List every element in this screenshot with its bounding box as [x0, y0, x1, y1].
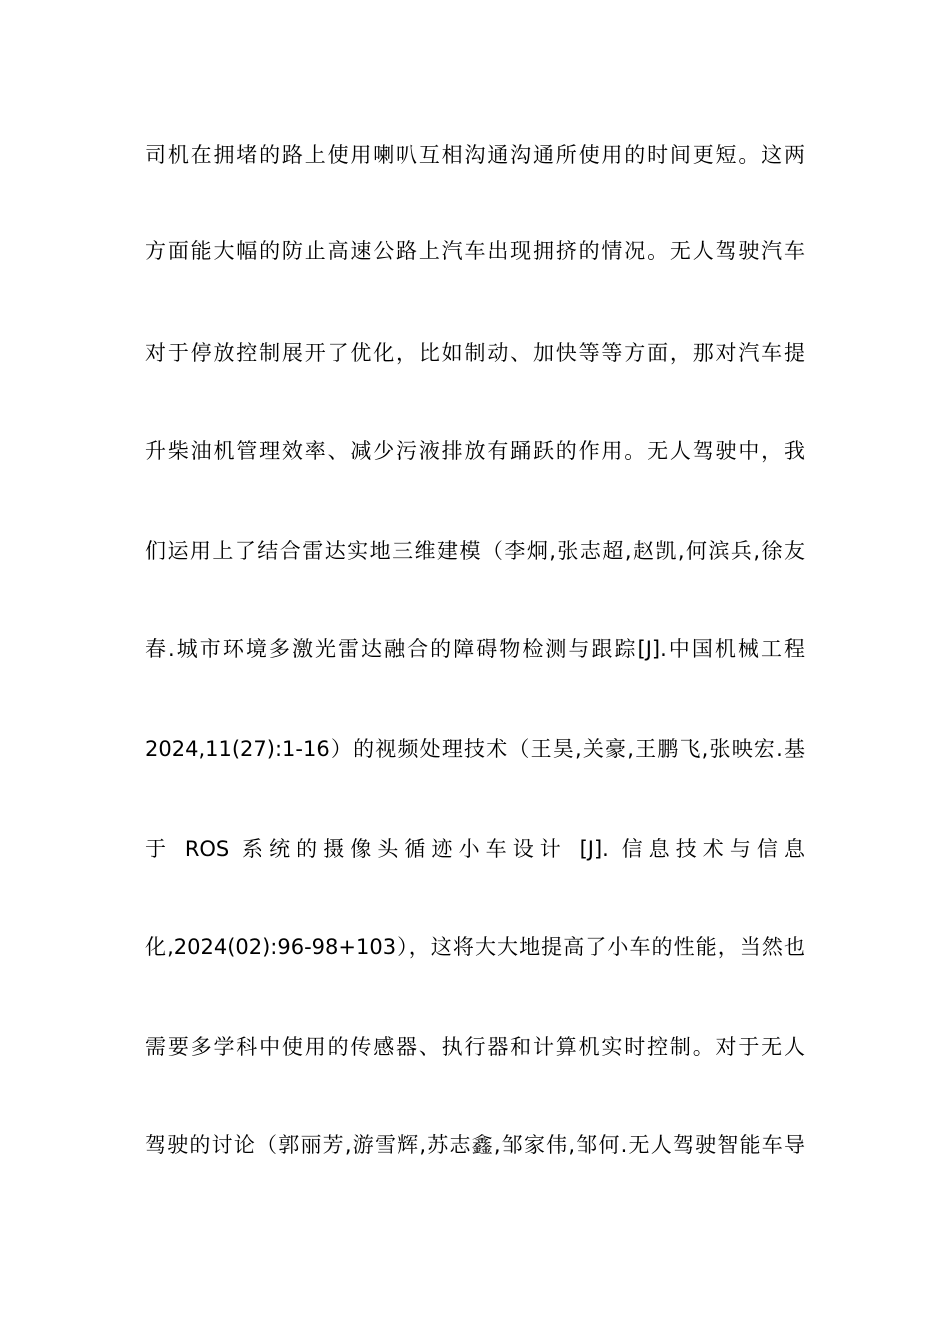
paragraph-line: 驾驶的讨论（郭丽芳,游雪辉,苏志鑫,邹家伟,邹何.无人驾驶智能车导: [145, 1133, 805, 1157]
paragraph-line: 需要多学科中使用的传感器、执行器和计算机实时控制。对于无人: [145, 1035, 805, 1059]
paragraph-line: 升柴油机管理效率、减少污液排放有踊跃的作用。无人驾驶中，我: [145, 439, 805, 463]
paragraph-line: 司机在拥堵的路上使用喇叭互相沟通沟通所使用的时间更短。这两: [145, 143, 805, 167]
paragraph-line: 们运用上了结合雷达实地三维建模（李炯,张志超,赵凯,何滨兵,徐友: [145, 539, 805, 563]
paragraph-line: 于 ROS 系统的摄像头循迹小车设计 [J]. 信息技术与信息: [145, 837, 805, 861]
paragraph-line: 化,2024(02):96-98+103），这将大大地提高了小车的性能，当然也: [145, 935, 805, 959]
paragraph-line: 春.城市环境多激光雷达融合的障碍物检测与跟踪[J].中国机械工程: [145, 637, 805, 661]
paragraph-line: 对于停放控制展开了优化，比如制动、加快等等方面，那对汽车提: [145, 341, 805, 365]
paragraph-line: 方面能大幅的防止高速公路上汽车出现拥挤的情况。无人驾驶汽车: [145, 239, 805, 263]
paragraph-line: 2024,11(27):1-16）的视频处理技术（王昊,关豪,王鹏飞,张映宏.基: [145, 737, 805, 761]
